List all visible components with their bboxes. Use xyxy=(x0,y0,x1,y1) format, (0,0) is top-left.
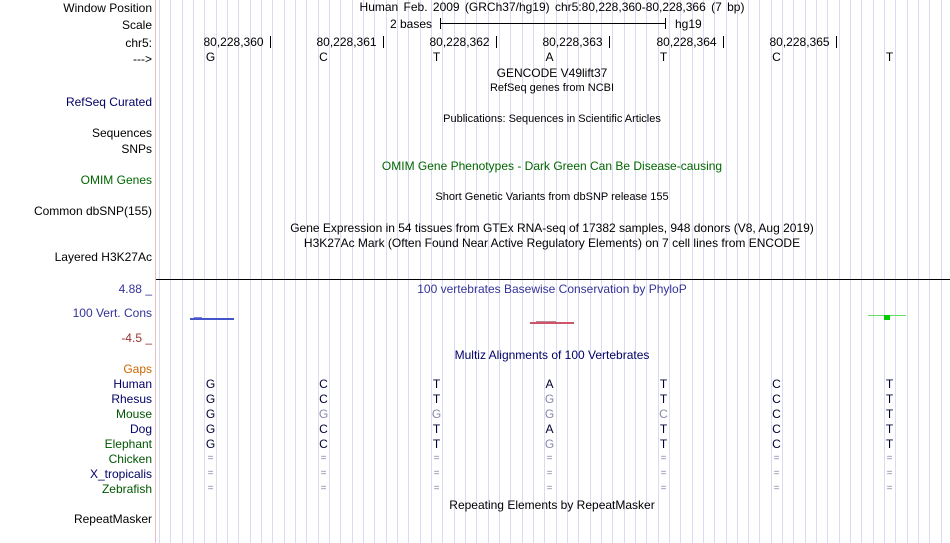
grid-line xyxy=(850,0,851,543)
coordinate-tick xyxy=(383,36,384,48)
aligned-base: A xyxy=(545,422,554,436)
aligned-base: = xyxy=(886,483,893,494)
grid-line xyxy=(771,0,772,543)
aligned-base: G xyxy=(205,377,216,391)
aligned-base: = xyxy=(773,483,780,494)
coordinate-tick xyxy=(270,36,271,48)
reference-base: A xyxy=(545,50,554,64)
grid-line xyxy=(839,0,840,543)
aligned-base: C xyxy=(772,422,781,436)
grid-line xyxy=(635,0,636,543)
scale-value: 2 bases xyxy=(390,17,433,31)
grid-line xyxy=(340,0,341,543)
coordinate-tick xyxy=(836,36,837,48)
grid-line xyxy=(204,0,205,543)
track-label-column xyxy=(0,0,156,543)
aligned-base: G xyxy=(544,437,555,451)
aligned-base: T xyxy=(432,392,441,406)
coordinate-tick-label: 80,228,362 xyxy=(429,35,490,49)
track-label-omim-genes[interactable]: OMIM Genes xyxy=(80,173,152,187)
aligned-base: T xyxy=(432,422,441,436)
grid-line xyxy=(759,0,760,543)
reference-base: C xyxy=(772,50,781,64)
coordinate-tick xyxy=(609,36,610,48)
grid-line xyxy=(907,0,908,543)
grid-line xyxy=(680,0,681,543)
reference-base: G xyxy=(205,50,216,64)
grid-line xyxy=(476,0,477,543)
aligned-base: = xyxy=(886,468,893,479)
grid-line xyxy=(816,0,817,543)
aligned-base: G xyxy=(205,407,216,421)
aligned-base: = xyxy=(433,468,440,479)
grid-line xyxy=(250,0,251,543)
aligned-base: T xyxy=(885,392,894,406)
aligned-base: G xyxy=(205,422,216,436)
grid-line xyxy=(170,0,171,543)
grid-line xyxy=(805,0,806,543)
species-label[interactable]: Zebrafish xyxy=(101,482,152,496)
aligned-base: = xyxy=(433,453,440,464)
grid-line xyxy=(238,0,239,543)
grid-line xyxy=(488,0,489,543)
dbsnp-title[interactable]: Short Genetic Variants from dbSNP release 155 xyxy=(435,191,669,203)
aligned-base: T xyxy=(659,377,668,391)
species-label[interactable]: Elephant xyxy=(104,437,152,451)
grid-line xyxy=(329,0,330,543)
grid-line xyxy=(374,0,375,543)
scale-label: Scale xyxy=(121,18,152,32)
track-label-dbsnp[interactable]: Common dbSNP(155) xyxy=(33,204,152,218)
grid-line xyxy=(182,0,183,543)
gencode-subtitle[interactable]: RefSeq genes from NCBI xyxy=(489,82,615,94)
aligned-base: = xyxy=(320,483,327,494)
aligned-base: = xyxy=(660,468,667,479)
window-position-label: Window Position xyxy=(63,1,152,15)
grid-line xyxy=(454,0,455,543)
aligned-base: C xyxy=(772,437,781,451)
aligned-base: C xyxy=(659,407,668,421)
aligned-base: = xyxy=(433,483,440,494)
aligned-base: G xyxy=(544,407,555,421)
coordinate-tick-label: 80,228,363 xyxy=(542,35,603,49)
grid-line xyxy=(714,0,715,543)
grid-line xyxy=(703,0,704,543)
grid-line xyxy=(726,0,727,543)
coordinate-tick-label: 80,228,360 xyxy=(203,35,264,49)
phylop-max-label: 4.88 _ xyxy=(118,282,152,296)
grid-line xyxy=(669,0,670,543)
track-label-sequences[interactable]: Sequences xyxy=(91,126,152,140)
aligned-base: G xyxy=(431,407,442,421)
aligned-base: G xyxy=(205,392,216,406)
window-position-value: Human Feb. 2009 (GRCh37/hg19) chr5:80,228,360-80,228,366 (7 bp) xyxy=(359,0,745,14)
aligned-base: = xyxy=(320,468,327,479)
aligned-base: C xyxy=(319,422,328,436)
grid-line xyxy=(408,0,409,543)
reference-base: T xyxy=(659,50,668,64)
grid-line xyxy=(692,0,693,543)
aligned-base: = xyxy=(660,453,667,464)
track-label-phylop[interactable]: 100 Vert. Cons xyxy=(72,306,152,320)
grid-line xyxy=(895,0,896,543)
grid-line xyxy=(918,0,919,543)
grid-line xyxy=(873,0,874,543)
omim-pheno-title[interactable]: OMIM Gene Phenotypes - Dark Green Can Be Disease-causing xyxy=(381,159,723,173)
grid-line xyxy=(261,0,262,543)
species-label[interactable]: Human xyxy=(113,377,152,391)
species-label[interactable]: Rhesus xyxy=(111,392,152,406)
grid-line xyxy=(624,0,625,543)
aligned-base: G xyxy=(205,437,216,451)
aligned-base: T xyxy=(659,392,668,406)
h3k27ac-title[interactable]: H3K27Ac Mark (Often Found Near Active Regulatory Elements) on 7 cell lines from ENCODE xyxy=(303,236,801,250)
grid-line xyxy=(386,0,387,543)
grid-line xyxy=(827,0,828,543)
grid-line xyxy=(431,0,432,543)
aligned-base: G xyxy=(318,407,329,421)
coordinate-tick-label: 80,228,365 xyxy=(769,35,830,49)
coordinate-tick xyxy=(496,36,497,48)
repeatmasker-title[interactable]: Repeating Elements by RepeatMasker xyxy=(449,498,655,512)
aligned-base: T xyxy=(432,437,441,451)
grid-line xyxy=(793,0,794,543)
grid-line xyxy=(159,0,160,543)
aligned-base: = xyxy=(546,483,553,494)
grid-line xyxy=(295,0,296,543)
grid-line xyxy=(272,0,273,543)
grid-line xyxy=(941,0,942,543)
aligned-base: C xyxy=(772,377,781,391)
aligned-base: T xyxy=(432,377,441,391)
grid-line xyxy=(397,0,398,543)
track-label-repeatmasker[interactable]: RepeatMasker xyxy=(73,512,152,526)
aligned-base: G xyxy=(544,392,555,406)
multiz-title[interactable]: Multiz Alignments of 100 Vertebrates xyxy=(454,348,650,362)
grid-line xyxy=(227,0,228,543)
aligned-base: T xyxy=(885,407,894,421)
gtex-title[interactable]: Gene Expression in 54 tissues from GTEx RNA-seq of 17382 samples, 948 donors (V8, Aug 2019) xyxy=(290,221,814,235)
track-area[interactable] xyxy=(156,0,950,543)
grid-line xyxy=(748,0,749,543)
grid-line xyxy=(193,0,194,543)
grid-line xyxy=(318,0,319,543)
track-separator xyxy=(156,279,950,280)
aligned-base: = xyxy=(207,468,214,479)
aligned-base: A xyxy=(545,377,554,391)
aligned-base: = xyxy=(546,468,553,479)
aligned-base: C xyxy=(319,437,328,451)
reference-base: T xyxy=(432,50,441,64)
track-label-gaps[interactable]: Gaps xyxy=(123,362,152,376)
grid-line xyxy=(216,0,217,543)
strand-label: ---> xyxy=(133,52,152,66)
track-label-snps[interactable]: SNPs xyxy=(121,142,152,156)
aligned-base: T xyxy=(659,422,668,436)
scale-assembly: hg19 xyxy=(675,17,702,31)
reference-base: T xyxy=(885,50,894,64)
aligned-base: = xyxy=(886,453,893,464)
grid-line xyxy=(352,0,353,543)
grid-line xyxy=(884,0,885,543)
reference-base: C xyxy=(319,50,328,64)
phylop-min-label: -4.5 _ xyxy=(121,331,152,345)
aligned-base: = xyxy=(773,453,780,464)
coordinate-tick xyxy=(723,36,724,48)
grid-line xyxy=(861,0,862,543)
grid-line xyxy=(782,0,783,543)
aligned-base: C xyxy=(319,377,328,391)
aligned-base: = xyxy=(546,453,553,464)
chrom-label: chr5: xyxy=(125,36,152,50)
species-label[interactable]: Mouse xyxy=(115,407,152,421)
coordinate-tick-label: 80,228,364 xyxy=(656,35,717,49)
aligned-base: = xyxy=(207,453,214,464)
aligned-base: = xyxy=(660,483,667,494)
publications-title[interactable]: Publications: Sequences in Scientific Articles xyxy=(443,113,661,125)
aligned-base: = xyxy=(207,483,214,494)
species-label[interactable]: Chicken xyxy=(108,452,152,466)
grid-line xyxy=(284,0,285,543)
aligned-base: T xyxy=(885,437,894,451)
gencode-title[interactable]: GENCODE V49lift37 xyxy=(496,66,608,80)
species-label[interactable]: X_tropicalis xyxy=(89,467,152,481)
phylop-title[interactable]: 100 vertebrates Basewise Conservation by PhyloP xyxy=(417,282,687,296)
grid-line xyxy=(420,0,421,543)
species-label[interactable]: Dog xyxy=(129,422,152,436)
aligned-base: T xyxy=(885,422,894,436)
aligned-base: = xyxy=(773,468,780,479)
aligned-base: C xyxy=(772,407,781,421)
grid-line xyxy=(929,0,930,543)
aligned-base: C xyxy=(319,392,328,406)
track-label-refseq[interactable]: RefSeq Curated xyxy=(65,95,152,109)
aligned-base: C xyxy=(772,392,781,406)
grid-line xyxy=(646,0,647,543)
aligned-base: T xyxy=(659,437,668,451)
aligned-base: = xyxy=(320,453,327,464)
coordinate-tick-label: 80,228,361 xyxy=(316,35,377,49)
grid-line xyxy=(442,0,443,543)
grid-line xyxy=(306,0,307,543)
grid-line xyxy=(465,0,466,543)
grid-line xyxy=(737,0,738,543)
grid-line xyxy=(658,0,659,543)
track-label-h3k27ac[interactable]: Layered H3K27Ac xyxy=(54,250,152,264)
grid-line xyxy=(363,0,364,543)
aligned-base: T xyxy=(885,377,894,391)
